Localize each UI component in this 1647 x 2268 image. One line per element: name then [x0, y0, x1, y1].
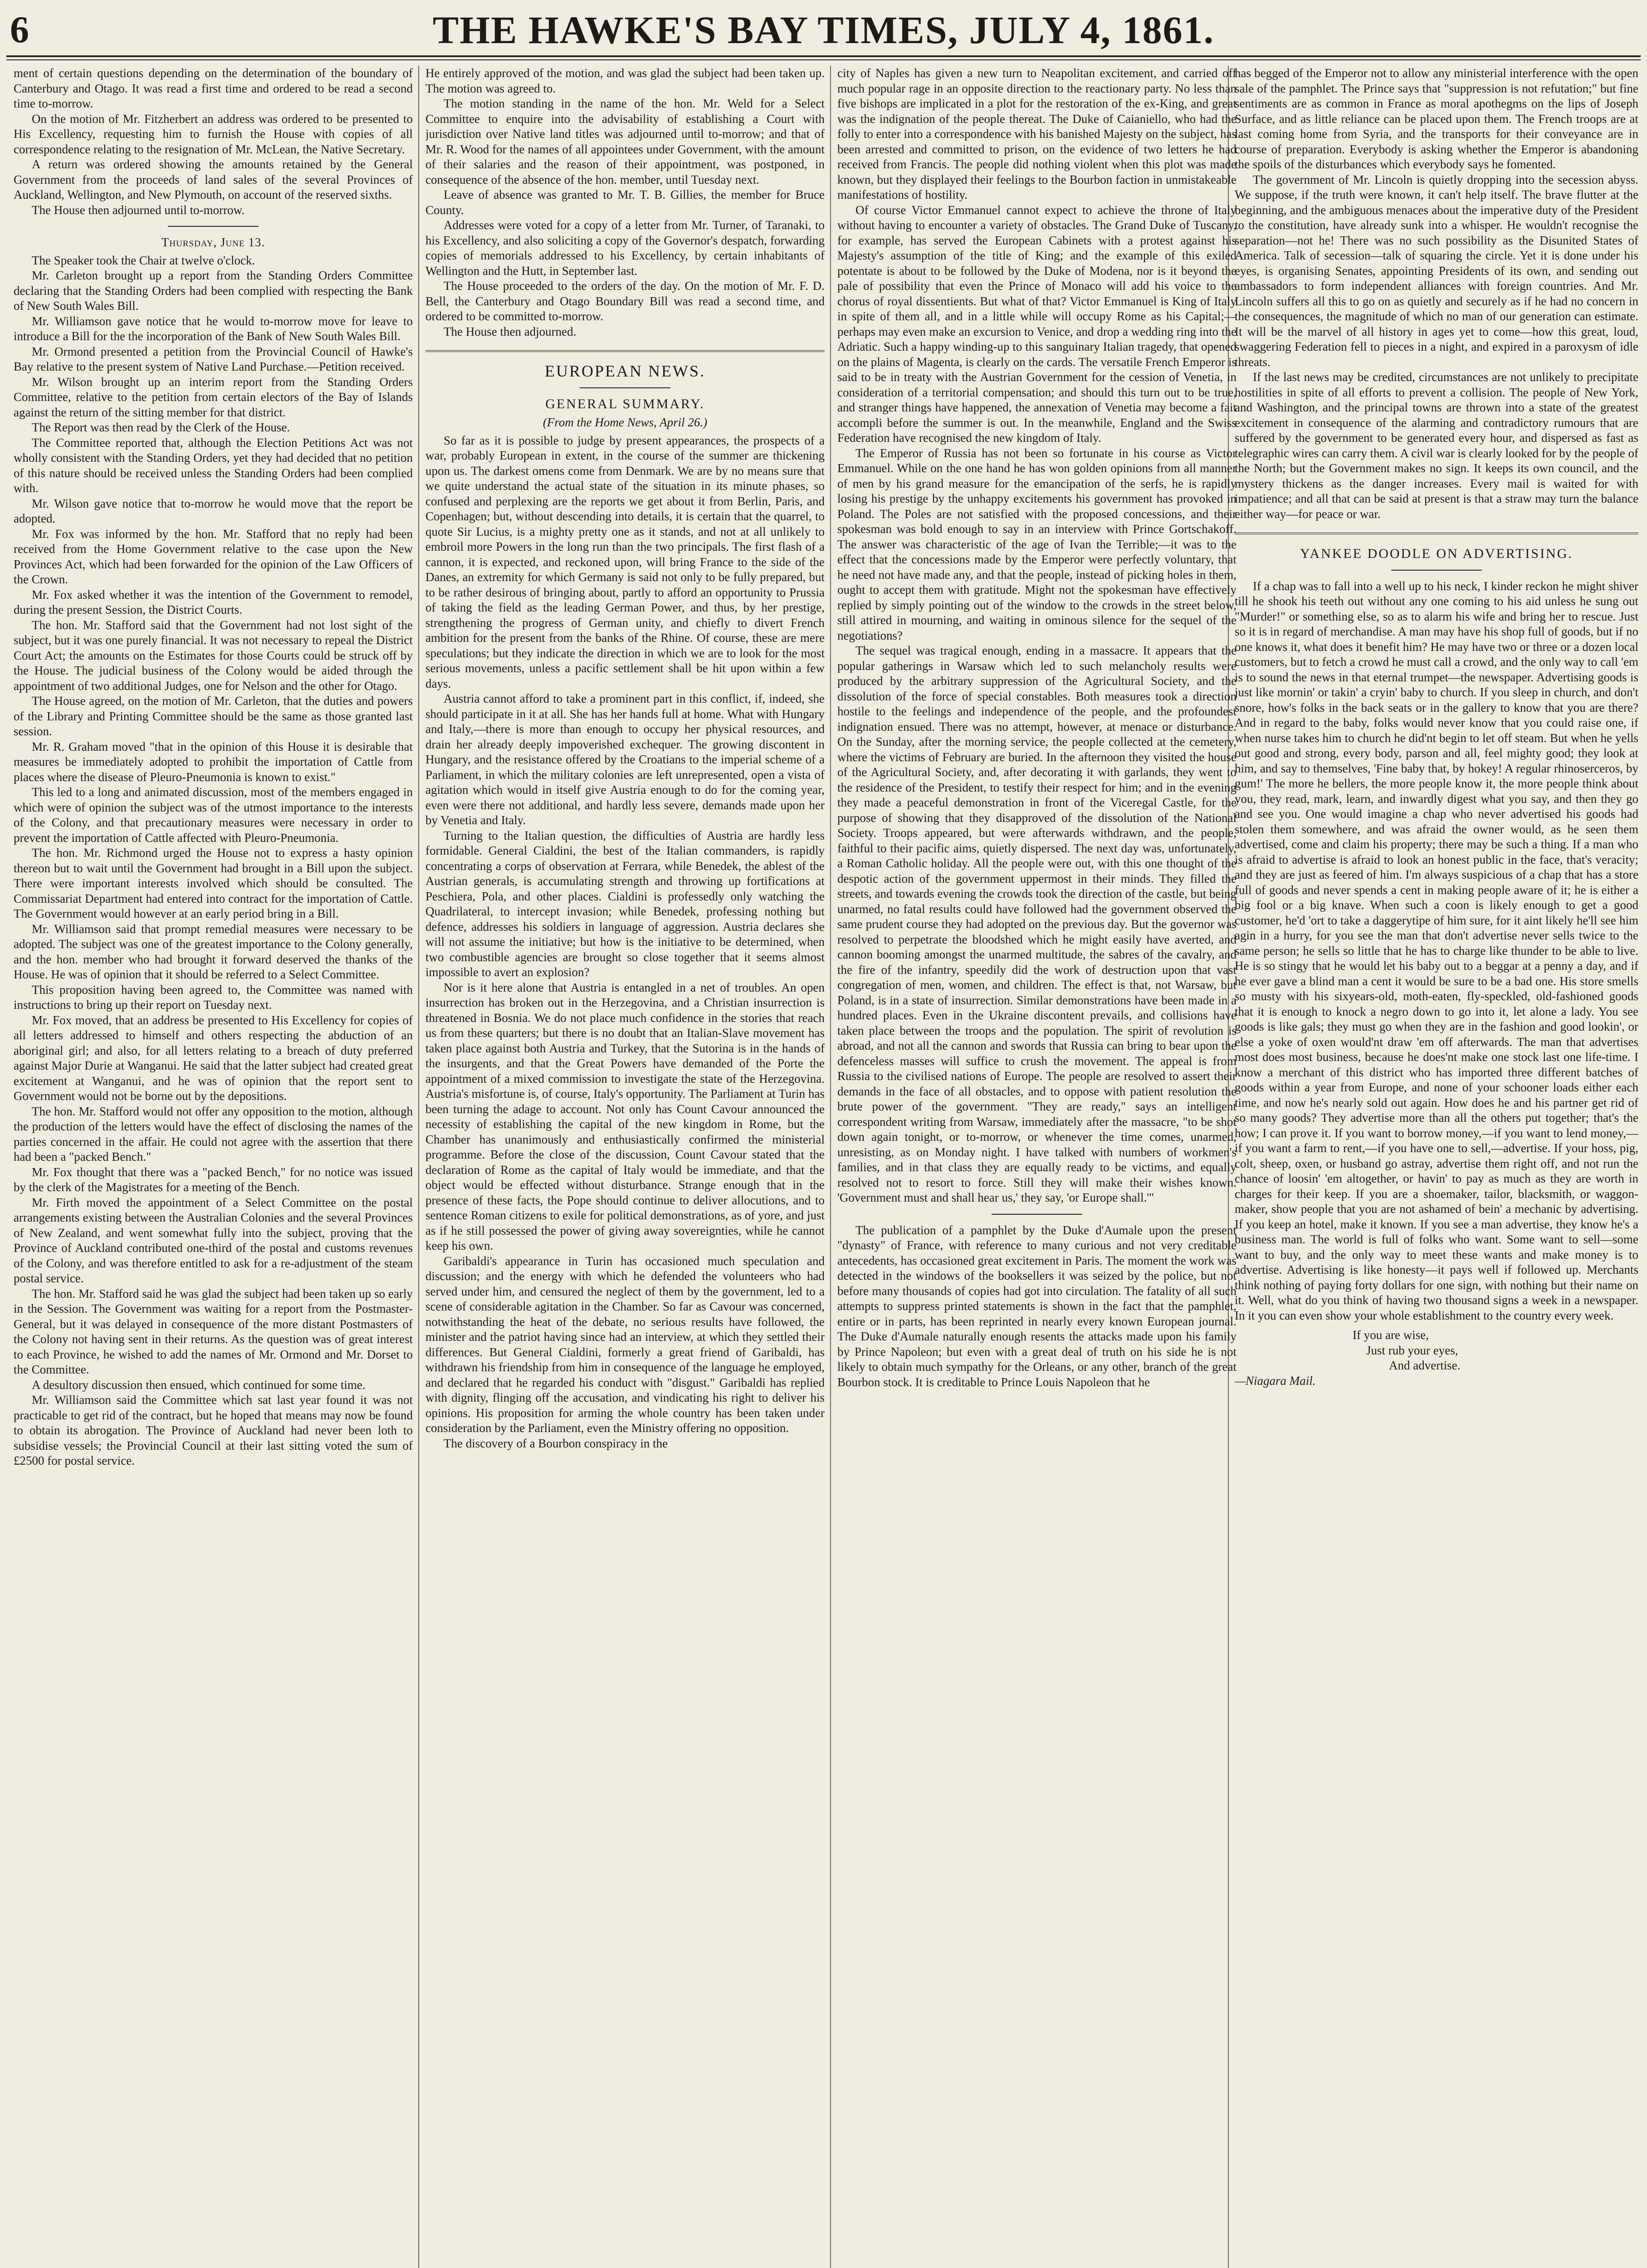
paragraph: Mr. Wilson brought up an interim report from the Standing Orders Committee, relative to the petition from certain electors of the Bay of Islands against the return of the sitting member for that district.: [14, 375, 413, 419]
paragraph: Mr. R. Graham moved "that in the opinion of this House it is desirable that measures be immediately adopted to prohibit the importation of Cattle from places where the disease of Pleuro-Pneumonia is known to exist.": [14, 739, 413, 784]
closing-verse: [1235, 1328, 1638, 1374]
paragraph: He entirely approved of the motion, and was glad the subject had been taken up. The motion was agreed to.: [425, 66, 825, 95]
summary-source: (From the Home News, April 26.): [542, 415, 708, 429]
paragraph: So far as it is possible to judge by present appearances, the prospects of a war, probably European in extent, in the course of the summer are thickening upon us. The darkest omens come from Denmark. We are by no means sure that we quite understand the actual state of the situation in its minute phases, so confused and perplexing are the reports we get about it from Berlin, Paris, and Copenhagen; but, without descending into details, it is certain that the quarrel, to quote Sir Lucius, is a mighty pretty one as it stands, and not at all unlikely to embroil more Powers in the long run than the two principals. The first flash of a cannon, it is expected, and reckoned upon, will bring France to the side of the Danes, an extremity for which Germany is said not only to be fully prepared, but to be rather desirous of bringing about, partly to afford an opportunity to Prussia of taking the field as the leading German Power, and thus, by her prestige, strengthening the progress of German unity, and chiefly to divert French ambition for the present from the banks of the Rhine. Of course, these are mere speculations; but they indicate the direction in which we are to look for the most serious movements, unless a pacific settlement shall be hit upon within a few days.: [425, 433, 825, 690]
paragraph: Mr. Fox was informed by the hon. Mr. Stafford that no reply had been received from the Home Government relative to the case upon the New Provinces Act, which had been forwarded for the opinion of the Law Officers of the Crown.: [14, 527, 413, 586]
paragraph: If a chap was to fall into a well up to his neck, I kinder reckon he might shiver till he shook his teeth out without any one coming to his aid unless he sung out "Murder!" or something else, so as to alarm his wife and bring her to rescue. Just so it is in regard of merchandise. A man may have his shop full of goods, but if no one knows it, what does it benefit him? He may have two or three or a dozen local customers, but to fetch a crowd he must call a crowd, and the only way to call 'em is to sound the news in that eternal trumpet—the newspaper. Advertising goods is just like mornin' or takin' a cryin' baby to church. If you sleep in church, and don't snore, how's folks in the back seats or in the gallery to know that you are there? And in regard to the baby, folks would never know that you could raise one, if when nurse takes him to church he did'nt begin to let off steam. But when he yells out good and strong, every body, parson and all, feel mighty good; they look at him, and say to themselves, 'Fine baby that, by hokey! A regular rhinoserceros, by gum!' The more he bellers, the more people know it, the more people think about you, they read, mark, learn, and inwardly digest what you say, and then they go and see you. One would imagine a chap who never advertised his goods had stolen them somewhere, and was afraid the owner would, as he seen them advertised, come and claim his property; there may be such a thing. If a man who is afraid to advertise is afraid to look an honest public in the face, that's veracity; and they are just as feered of him. I'm always suspicious of a chap that has a store full of goods and never spends a cent in making people aware of it; he is either a big fool or a big knave. When such a coon is likely enough to get a good customer, he'd 'ort to take a daggerytipe of him sure, for it aint likely he'll see him agin in a hurry, for you see the man that don't advertise never sells twice to the same person; he sells so little that he has to charge like thunder to be able to live. He is so stingy that he would let his baby out to a beggar at a penny a day, and if he ever gave a blind man a cent it would be sure to be a bad one. His store smells so musty with his sixyears-old, moth-eaten, fly-speckled, old-fashioned goods that it is enough to knock a negro down to go into it, let alone a lady. You see goods is like gals; they must go when they are in the fashion and good lookin', or else a yoke of oxen would'nt draw 'em off afterwards. The man that advertises most does most business, because he does'nt make one stock last one life-time. I know a merchant of this district who has imported three different batches of goods within a year from Europe, and none of your schooner loads either each time, and now he's nearly sold out again. How does he and his partner get rid of so many goods? They advertise more than all the others put together; that's the how; I can prove it. If you want to borrow money,—if you want to lend money,—if you want a farm to rent,—if you have one to sell,—advertise. If your hoss, pig, colt, sheep, oxen, or husband go astray, advertise them right off, and not run the chance of loosin' 'em altogether, or havin' to pay as much as they are worth in charges for their keep. If you are a shoemaker, tailor, blacksmith, or waggon-maker, show people that you are not ashamed of bein' a mechanic by advertising. If you keep an hotel, make it known. If you see a man advertise, they know he's a business man. The world is full of folks who want. Some want to sell—some want to buy, and the only way to meet these wants and make money is to advertise. Advertising is like honesty—it pays well if followed up. Merchants think nothing of paying forty dollars for one sign, with nothing but their name on it. Well, what do you think of having two thousand signs a week in a newspaper. In it you can even show your whole establishment to the country every week.: [1235, 579, 1638, 1322]
column-divider: [418, 66, 419, 2268]
column-divider: [830, 66, 831, 2268]
paragraph: The House agreed, on the motion of Mr. Carleton, that the duties and powers of the Library and Printing Committee should be the same as those granted last session.: [14, 694, 413, 738]
paragraph: The discovery of a Bourbon conspiracy in the: [444, 1436, 668, 1450]
paragraph: Austria cannot afford to take a prominent part in this conflict, if, indeed, she should participate in it at all. She has her hands full at home. What with Hungary and Italy,—there is more than enough to occupy her physical resources, and drain her already deeply impoverished exchequer. The growing discontent in Hungary, and the resistance offered by the Croatians to the imperial scheme of a Parliament, in which the military colonies are left unrepresented, open a vista of agitation which would in itself give Austria enough to do for the coming year, even were there not additional, and hardly less severe, demands made upon her by Venetia and Italy.: [425, 692, 825, 827]
paragraph: Addresses were voted for a copy of a letter from Mr. Turner, of Taranaki, to his Excellency, and also soliciting a copy of the Governor's despatch, forwarding copies of memorials addressed to his Excellency, by certain inhabitants of Wellington and the Hutt, in September last.: [425, 218, 825, 278]
paragraph: Of course Victor Emmanuel cannot expect to achieve the throne of Italy without having to encounter a variety of obstacles. The Grand Duke of Tuscany, for example, has served the European Cabinets with a protest against his Majesty's assumption of the title of King; and the example of this exiled potentate is about to be followed by the Duke of Modena, nor is it beyond the pale of possibility that even the Prince of Monaco will add his voice to the chorus of royal dissentients. But what of that? Victor Emmanuel is King of Italy in spite of them all, and in a little while will occupy Rome as his Capital;—perhaps may even make an excursion to Venice, and drop a wedding ring into the Adriatic. Such a happy winding-up to this sanguinary Italian tragedy, that opened on the plains of Magenta, is clearly on the cards. The versatile French Emperor is said to be in treaty with the Austrian Government for the cession of Venetia, in consideration of a territorial compensation; and should this turn out to be true, and stranger things have happened, the annexation of Venetia may become a fait accompli before the summer is out. In the meanwhile, England and the Swiss Federation have recognised the new kingdom of Italy.: [837, 203, 1236, 445]
paragraph: Mr. Ormond presented a petition from the Provincial Council of Hawke's Bay relative to the present system of Native Land Purchase.—Petition received.: [14, 344, 413, 373]
verse-line: Just rub your eyes,: [1366, 1343, 1458, 1357]
paragraph: A return was ordered showing the amounts retained by the General Government from the proceeds of land sales of the several Provinces of Auckland, Wellington, and New Plymouth, on account of the reserved sixths.: [14, 157, 413, 201]
page-number: 6: [10, 9, 29, 51]
paragraph: Mr. Williamson said the Committee which sat last year found it was not practicable to get rid of the contract, but he hoped that means may now be found to obtain its abrogation. The Province of Auckland had never been loth to subsidise vessels; the Provincial Council at their last sitting voted the sum of £2500 for postal service.: [14, 1393, 413, 1467]
paragraph: The hon. Mr. Stafford said he was glad the subject had been taken up so early in the Session. The Government was waiting for a report from the Postmaster-General, but it was delayed in consequence of the more distant Postmasters of the Colony not having sent in their returns. As the question was of great interest to each Province, he wished to add the names of Mr. Ormond and Mr. Dorset to the Committee.: [14, 1286, 413, 1376]
divider: [1235, 533, 1638, 534]
paragraph: The Committee reported that, although the Election Petitions Act was not wholly consistent with the Standing Orders, yet they had decided that no petition of this nature should be received unless the Standing Orders had been complied with.: [14, 435, 413, 495]
paragraph: The publication of a pamphlet by the Duke d'Aumale upon the present "dynasty" of France, with reference to many curious and not very creditable antecedents, has occasioned great excitement in Paris. The moment the work was detected in the windows of the booksellers it was seized by the police, but not before many thousands of copies had got into circulation. The fatality of all such attempts to suppress printed statements is shown in the fact that the pamphlet, entire or in parts, has been reprinted in nearly every known European journal. The Duke d'Aumale naturally enough resents the attacks made upon his family by Prince Napoleon; but even with a great deal of truth on his side he is not likely to obtain much sympathy for the Orleans, or any other, branch of the great Bourbon stock. It is creditable to Prince Louis Napoleon that he: [837, 1223, 1236, 1389]
masthead-rule: [6, 55, 1641, 60]
paragraph: Mr. Wilson gave notice that to-morrow he would move that the report be adopted.: [14, 496, 413, 525]
paragraph: city of Naples has given a new turn to Neapolitan excitement, and carried off much popular rage in an opposite direction to the reactionary party. No less than five bishops are implicated in a plot for the restoration of the ex-King, and great was the indignation of the people thereat. The Duke of Caianiello, who had the folly to enter into a correspondence with his banished Majesty on the subject, has been arrested and committed to prison, on the evidence of two letters he had received from Francis. The people did nothing violent when this plot was made known, but they displayed their feelings to the Bourbon faction in unmistakeable manifestations of hostility.: [837, 66, 1236, 201]
paragraph: Mr. Williamson gave notice that he would to-morrow move for leave to introduce a Bill for the the incorporation of the Bank of New South Wales Bill.: [14, 314, 413, 343]
paragraph: The Report was then read by the Clerk of the House.: [32, 420, 290, 434]
paragraph: Mr. Firth moved the appointment of a Select Committee on the postal arrangements existing between the Australian Colonies and the several Provinces of New Zealand, and went somewhat fully into the subject, proving that the Province of Auckland contributed one-third of the postal and customs revenues of the Colony, and was therefore entitled to ask for a re-adjustment of the steam postal service.: [14, 1195, 413, 1285]
paragraph: Mr. Fox moved, that an address be presented to His Excellency for copies of all letters addressed to himself and others respecting the abduction of an aboriginal girl; and also, for all letters relating to a breach of duty preferred against Major Durie at Wanganui. He said that the latter subject had created great excitement at Wanganui, and he was of opinion that the report sent to Government would not be borne out by the depositions.: [14, 1013, 413, 1103]
paragraph: The government of Mr. Lincoln is quietly dropping into the secession abyss. We suppose, if the truth were known, it can't help itself. The brave flutter at the beginning, and the ambiguous menaces about the imperative duty of the President to the constitution, have already sunk into a whisper. He wouldn't recognise the separation—not he! There was no such possibility as the Disunited States of America. Talk of secession—talk of squaring the circle. Yet it is done under his eyes, is organising Senates, appointing Presidents of its own, and sending out ambassadors to form independent alliances with foreign countries. And Mr. Lincoln suffers all this to go on as quietly and securely as if he had no concern in the consequences, the magnitude of which no man of our generation can estimate. It will be the marvel of all history in ages yet to come—how this great, loud, swaggering Federation fell to pieces in a night, and expired in a paroxysm of idle threats.: [1235, 172, 1638, 369]
paragraph: Nor is it here alone that Austria is entangled in a net of troubles. An open insurrection has broken out in the Herzegovina, and a Christian insurrection is threatened in Bosnia. We do not place much confidence in the stories that reach us from these quarters; but there is no doubt that an Italian-Slave movement has taken place against both Austria and Turkey, that the Sutorina is in the hands of the insurgents, and that the Great Powers have demanded of the Porte the appointment of a mixed commission to investigate the state of the Herzegovina. Austria's misfortune is, of course, Italy's opportunity. The Parliament at Turin has been turning the adage to account. Not only has Count Cavour announced the necessity of establishing the capital of the new kingdom in Rome, but the Chamber has unanimously and enthusiastically confirmed the ministerial programme. Before the close of the discussion, Count Cavour stated that the declaration of Rome as the capital of Italy would be immediate, and that the object would be effected without disturbance. Strange enough that in the presence of these facts, the Pope should continue to deliver allocutions, and to sentence Roman citizens to exile for political demonstrations, as of yore, and just as if he still possessed the power of giving away sovereignties, while he cannot keep his own.: [425, 980, 825, 1252]
paragraph: The Emperor of Russia has not been so fortunate in his course as Victor Emmanuel. While on the one hand he has won golden opinions from all manner of men by his grand measure for the emancipation of the serfs, he is rapidly losing his prestige by the unhappy excitements his government has provoked in Poland. The Poles are not satisfied with the proposed concessions, and their spokesman was bold enough to say in an interview with Prince Gortschakoff. The answer was characteristic of the age of Ivan the Terrible;—it was to the effect that the concessions made by the Emperor were perfectly voluntary, that he need not have made any, and that the people, instead of picking holes in them, ought to accept them with gratitude. Might not the spokesman have effectively replied by simply pointing out of the window to the crowds in the street below, still attired in mourning, and waiting in ominous silence for the sequel of the negotiations?: [837, 446, 1236, 642]
paragraph: The House then adjourned until to-morrow.: [32, 203, 245, 217]
paragraph: The sequel was tragical enough, ending in a massacre. It appears that the popular gatherings in Warsaw which led to such melancholy results were produced by the arbitrary suppression of the Agricultural Society, and the dissolution of the force of special constables. Both measures took a direction hostile to the feelings and independence of the people, and the profoundest indignation ensued. There was no attempt, however, at menace or disturbance. On the Sunday, after the morning service, the people collected at the cemetery, where the victims of February are buried. In the afternoon they visited the house of the Agricultural Society, and, after decorating it with garlands, they went to the residence of the President, to testify their respect for him; and in the evening they made a peaceful demonstration in front of the Viceregal Castle, for the purpose of showing that they disapproved of the dissolution of the National Society. Troops appeared, but were afterwards withdrawn, and the people, faithful to their pacific aims, quietly dispersed. The next day was, unfortunately, a Roman Catholic holiday. All the people were out, with this one thought of the despotic action of the government uppermost in their minds. They filled the streets, and towards evening the crowds took the direction of the castle, but being unarmed, no fatal results could have followed had the government observed the same prudent course they had adopted on the previous day. But the governor was resolved to perpetrate the bloodshed which he might easily have averted, and cannon booming amongst the unarmed multitude, the sabres of the cavalry, and the fire of the infantry, speedily did the work of destruction upon that vast congregation of men, women, and children. The effect is that, not Warsaw, but Poland, is in a state of insurrection. Similar demonstrations have been made in a hundred places. Even in the Ukraine discontent prevails, and collisions have taken place between the troops and the population. The spirit of revolution is abroad, and not all the cannon and swords that Russia can bring to bear upon the defenceless masses will suffice to crush the movement. The appeal is from Russia to the civilised nations of Europe. The people are resolved to assert their demands in the face of all obstacles, and to oppose with patient resolution the brute power of the government. "They are ready," says an intelligent correspondent writing from Warsaw, immediately after the massacre, "to be shot down again tonight, or to-morrow, or whenever the time comes, unarmed, unresisting, as on Monday night. I have talked with numbers of workmen's families, and in that class they are equally ready to be victims, and equally resolved not to resort to force. Still they will make their wishes known. 'Government must and shall hear us,' they say, 'or Europe shall.'": [837, 644, 1236, 1204]
column-2: [425, 66, 825, 2268]
divider: [992, 1214, 1082, 1215]
divider: [168, 226, 259, 227]
paragraph: The House proceeded to the orders of the day. On the motion of Mr. F. D. Bell, the Canterbury and Otago Boundary Bill was read a second time, and ordered to be committed to-morrow.: [425, 279, 825, 323]
paragraph: The hon. Mr. Richmond urged the House not to express a hasty opinion thereon but to wait until the Government had brought in a Bill upon the subject. There were important interests involved which should be consulted. The Commissariat Department had entered into contract for the importation of Cattle. The Government would however at an early period bring in a Bill.: [14, 846, 413, 920]
column-1: [14, 66, 413, 2268]
paragraph: On the motion of Mr. Fitzherbert an address was ordered to be presented to His Excellency, requesting him to furnish the House with copies of all correspondence relating to the resignation of Mr. McLean, the Native Secretary.: [14, 112, 413, 156]
paragraph: The hon. Mr. Stafford would not offer any opposition to the motion, although the production of the letters would have the effect of disclosing the names of the parties concerned in the affair. He could not agree with the assertion that there had been a "packed Bench.": [14, 1104, 413, 1163]
paragraph: Garibaldi's appearance in Turin has occasioned much speculation and discussion; and the energy with which he defended the volunteers who had served under him, and censured the neglect of them by the government, led to a scene of considerable agitation in the Chamber. So far as Cavour was concerned, notwithstanding the heat of the debate, no serious results have followed, the minister and the patriot having since had an interview, at which they settled their differences. But General Cialdini, formerly a great friend of Garibaldi, has withdrawn his friendship from him in consequence of the language he employed, and declared that he regarded his conduct with "disgust." Garibaldi has replied with dignity, flinging off the accusation, and vindicating his right to deliver his opinions. His proposition for arming the whole country has been taken under consideration by the Parliament, even the Ministry offering no opposition.: [425, 1254, 825, 1435]
paragraph: The Speaker took the Chair at twelve o'clock.: [32, 253, 255, 267]
divider: [425, 350, 825, 352]
verse-line: If you are wise,: [1353, 1328, 1429, 1342]
paragraph: Leave of absence was granted to Mr. T. B. Gillies, the member for Bruce County.: [425, 188, 825, 217]
verse-line: And advertise.: [1389, 1359, 1461, 1372]
divider: [1391, 570, 1482, 571]
paragraph: A desultory discussion then ensued, which continued for some time.: [32, 1378, 366, 1392]
paragraph: If the last news may be credited, circumstances are not unlikely to precipitate hostilities in spite of all efforts to prevent a collision. The people of New York, and Washington, and the principal towns are thrown into a state of the greatest excitement in consequence of the alarming and contradictory rumours that are suffered by the government to be generated every hour, and dispersed as fast as telegraphic wires can carry them. A civil war is clearly looked for by the people of the North; but the Government makes no sign. It keeps its own council, and the mystery thickens as the danger increases. Every mail is waited for with impatience; and all that can be said at present is that a straw may turn the balance either way—for peace or war.: [1235, 370, 1638, 521]
newspaper-title: THE HAWKE'S BAY TIMES, JULY 4, 1861.: [432, 8, 1215, 52]
paragraph: Mr. Fox asked whether it was the intention of the Government to remodel, during the present Session, the District Courts.: [14, 587, 413, 616]
subsection-title: GENERAL SUMMARY.: [545, 396, 705, 411]
paragraph: The House then adjourned.: [444, 324, 577, 338]
paragraph: The motion standing in the name of the hon. Mr. Weld for a Select Committee to enquire into the advisability of establishing a Court with jurisdiction over Native land titles was adjourned until to-morrow; and that of Mr. R. Wood for the names of all appointees under Government, with the amount of their salaries and the reason of their appointment, was postponed, in consequence of the absence of the hon. member, until Tuesday next.: [425, 97, 825, 186]
paragraph: This proposition having been agreed to, the Committee was named with instructions to bring up their report on Tuesday next.: [14, 982, 413, 1012]
paragraph: ment of certain questions depending on the determination of the boundary of Canterbury and Otago. It was read a first time and ordered to be read a second time to-morrow.: [14, 66, 413, 110]
paragraph: The hon. Mr. Stafford said that the Government had not lost sight of the subject, but it was one purely financial. It was not necessary to repeal the District Court Act; the amounts on the Estimates for those Courts could be struck off by the House. The judicial business of the Colony would be aided through the appointment of two additional Judges, one for Nelson and the other for Otago.: [14, 618, 413, 693]
dateline: Thursday, June 13.: [161, 235, 265, 249]
column-3: [837, 66, 1236, 2268]
paragraph: This led to a long and animated discussion, most of the members engaged in which were of opinion the subject was of the utmost importance to the interests of the Colony, and that precautionary measures were necessary in order to prevent the importation of Cattle affected with Pleuro-Pneumonia.: [14, 785, 413, 845]
masthead: [6, 4, 1641, 58]
attribution: —Niagara Mail.: [1235, 1374, 1316, 1388]
paragraph: has begged of the Emperor not to allow any ministerial interference with the open sale of the pamphlet. The Prince says that "suppression is not refutation;" but fine sentiments are as common in France as moral apothegms on the lips of Joseph Surface, and as little reliance can be placed upon them. The French troops are at last coming home from Syria, and the transports for their conveyance are in course of preparation. Everybody is asking whether the Emperor is abandoning the spoils of the disturbances which everybody says he fomented.: [1235, 66, 1638, 171]
paragraph: Mr. Carleton brought up a report from the Standing Orders Committee declaring that the Standing Orders had been complied with respecting the Bank of New South Wales Bill.: [14, 269, 413, 313]
paragraph: Turning to the Italian question, the difficulties of Austria are hardly less formidable. General Cialdini, the best of the Italian commanders, is rapidly concentrating a corps of observation at Ferrara, while Benedek, the ablest of the Austrian generals, is accumulating strength and throwing up fortifications at Peschiera, Pola, and other places. Cialdini is professedly only watching the Quadrilateral, to intercept invasion; while Benedek, professing nothing but defence, addresses his soldiers in language of aggression. Austria declares she will not assume the initiative; but how is the initiative to be determined, when two combustible agencies are brought so close together that it seems almost impossible to avert an explosion?: [425, 828, 825, 979]
paragraph: Mr. Williamson said that prompt remedial measures were necessary to be adopted. The subject was one of the greatest importance to the Colony generally, and the hon. member who had brought it forward deserved the thanks of the House. He was of opinion that it should be referred to a Select Committee.: [14, 922, 413, 981]
paragraph: Mr. Fox thought that there was a "packed Bench," for no notice was issued by the clerk of the Magistrates for a meeting of the Bench.: [14, 1165, 413, 1194]
column-4: [1235, 66, 1638, 2268]
divider: [580, 387, 670, 388]
section-title: YANKEE DOODLE ON ADVERTISING.: [1300, 546, 1573, 561]
section-title: EUROPEAN NEWS.: [545, 362, 705, 380]
